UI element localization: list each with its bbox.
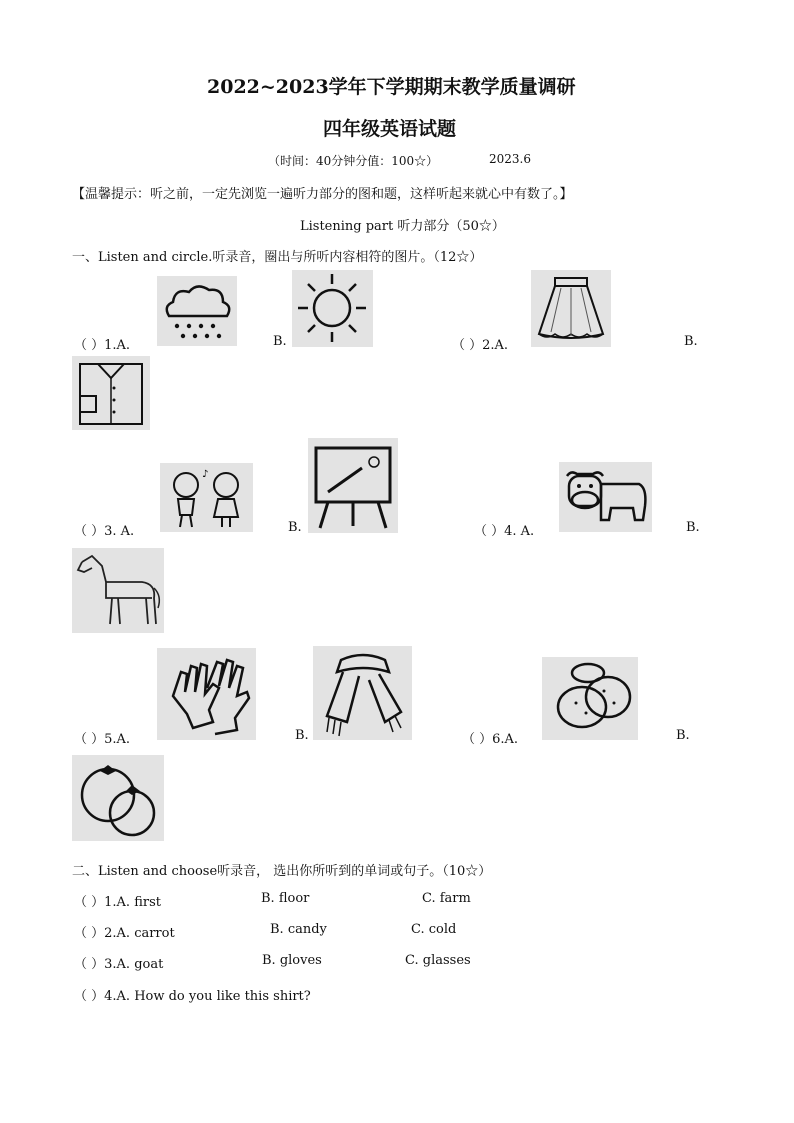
s2-q2-option-c: C. cold	[411, 922, 457, 937]
s2-q1-label: （ ）1.A. first	[74, 895, 161, 910]
q2-label: （ ）2.A.	[452, 338, 509, 353]
s2-q1-option-b: B. floor	[261, 891, 310, 906]
page-subtitle: 四年级英语试题	[323, 118, 457, 140]
svg-text:♪: ♪	[202, 469, 209, 480]
sun-icon	[292, 270, 373, 347]
s2-q2-label: （ ）2.A. carrot	[74, 926, 175, 941]
s2-q1-option-c: C. farm	[422, 891, 471, 906]
gloves-icon	[157, 648, 256, 740]
q5-label: （ ）5.A.	[74, 732, 131, 747]
kids-singing-icon	[160, 463, 253, 532]
horse-icon	[72, 548, 164, 633]
section2-heading: 二、Listen and choose听录音， 选出你所听到的单词或句子。（10☆）	[72, 864, 492, 879]
potatoes-picture	[542, 657, 638, 740]
s2-q2-option-b: B. candy	[270, 922, 327, 937]
potatoes-icon	[542, 657, 638, 740]
rain-cloud-picture	[157, 276, 237, 346]
skirt-picture	[531, 270, 611, 347]
exam-date: 2023.6	[489, 152, 531, 166]
scarf-icon	[313, 646, 412, 740]
tomatoes-icon	[72, 755, 164, 841]
q4-label: （ ）4. A.	[474, 524, 535, 539]
shirt-icon	[72, 356, 150, 430]
gloves-picture	[157, 648, 256, 740]
drawing-easel-picture	[308, 438, 398, 533]
tomatoes-picture	[72, 755, 164, 841]
exam-time-score: （时间：40分钟分值：100☆）	[268, 154, 439, 168]
section1-heading: 一、Listen and circle.听录音，圈出与所听内容相符的图片。（12☆）	[72, 250, 483, 265]
page-title: 2022~2023学年下学期期末教学质量调研	[207, 76, 576, 98]
q3-option-b: B.	[288, 520, 302, 535]
sun-picture	[292, 270, 373, 347]
skirt-icon	[531, 270, 611, 347]
q4-option-b: B.	[686, 520, 700, 535]
q2-option-b: B.	[684, 334, 698, 349]
horse-picture	[72, 548, 164, 633]
s2-q3-option-b: B. gloves	[262, 953, 322, 968]
kids-singing-picture	[160, 463, 253, 532]
q5-option-b: B.	[295, 728, 309, 743]
q6-label: （ ）6.A.	[462, 732, 519, 747]
reminder-tip: 【温馨提示：听之前，一定先浏览一遍听力部分的图和题，这样听起来就心中有数了。】	[72, 187, 573, 202]
shirt-picture	[72, 356, 150, 430]
scarf-picture	[313, 646, 412, 740]
s2-q3-label: （ ）3.A. goat	[74, 957, 164, 972]
s2-q4-label: （ ）4.A. How do you like this shirt?	[74, 989, 311, 1004]
q6-option-b: B.	[676, 728, 690, 743]
s2-q3-option-c: C. glasses	[405, 953, 471, 968]
rain-cloud-icon	[157, 276, 237, 346]
listening-part-heading: Listening part 听力部分（50☆）	[300, 219, 505, 234]
q1-label: （ ）1.A.	[74, 338, 131, 353]
cow-picture	[559, 462, 652, 532]
easel-icon	[308, 438, 398, 533]
q1-option-b: B.	[273, 334, 287, 349]
cow-icon	[559, 462, 652, 532]
q3-label: （ ）3. A.	[74, 524, 135, 539]
